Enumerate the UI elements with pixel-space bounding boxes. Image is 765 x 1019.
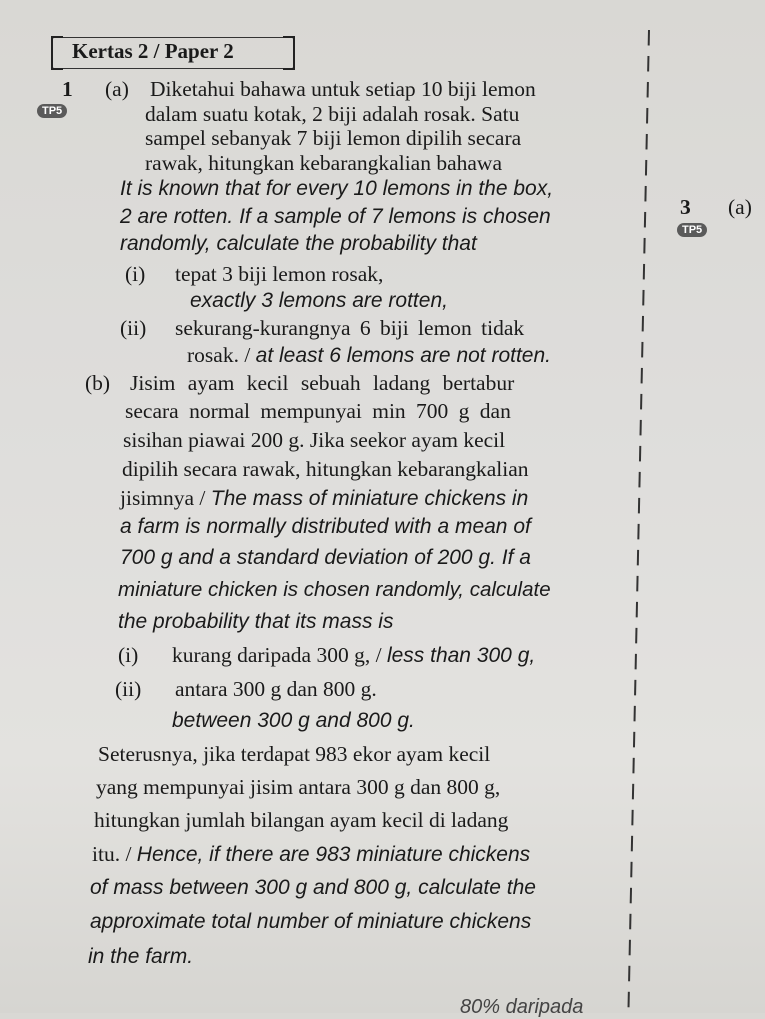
q1b-ii-en: between 300 g and 800 g. [172,709,415,732]
q1a-ms-line-4: rawak, hitungkan kebarangkalian bahawa [145,151,502,175]
bottom-partial-text: 80% daripada [460,996,584,1018]
q1a-ii-en: at least 6 lemons are not rotten. [255,344,552,367]
q1b-i-label: (i) [118,643,139,667]
q1a-ii-ms: sekurang-kurangnya 6 biji lemon tidak [175,316,525,340]
q1b-mixed-ms: jisimnya / [120,486,211,510]
q1a-ms-line-3: sampel sebanyak 7 biji lemon dipilih secara [145,126,522,150]
paper-header-title: Kertas 2 / Paper 2 [72,39,234,63]
hence-mixed-en: Hence, if there are 983 miniature chickens [136,843,531,866]
q1-tp-badge: TP5 [37,104,67,118]
question-1-number: 1 [62,77,73,101]
q1a-ii-ms-2: rosak. / [187,343,256,367]
q1a-i-ms: tepat 3 biji lemon rosak, [175,262,384,286]
q1b-ii-label: (ii) [115,677,142,701]
hence-mixed-ms: itu. / [92,842,137,866]
hence-ms-line-1: Seterusnya, jika terdapat 983 ekor ayam kecil [98,742,491,766]
hence-en-line-1: of mass between 300 g and 800 g, calculate the [90,876,536,899]
column-divider [627,30,650,1010]
q1b-ms-line-3: sisihan piawai 200 g. Jika seekor ayam kecil [123,428,506,452]
q1b-en-line-4: the probability that its mass is [118,610,394,633]
q1b-en-line-1: a farm is normally distributed with a mean of [120,515,531,538]
q1-part-a-label: (a) [105,77,129,101]
q1b-ms-line-1: Jisim ayam kecil sebuah ladang bertabur [130,371,515,395]
hence-ms-line-2: yang mempunyai jisim antara 300 g dan 800 g, [96,775,501,799]
q1a-ms-line-1: Diketahui bahawa untuk setiap 10 biji lemon [150,77,536,101]
q1a-i-en: exactly 3 lemons are rotten, [190,289,448,312]
q1b-i-en: less than 300 g, [386,644,536,667]
q1a-i-label: (i) [125,262,146,286]
q1b-i-ms: kurang daripada 300 g, / [172,643,387,667]
q1a-ii-label: (ii) [120,316,147,340]
hence-en-line-2: approximate total number of miniature chickens [90,910,532,933]
q1b-ms-line-4: dipilih secara rawak, hitungkan kebarangkalian [122,457,529,481]
q1b-ii-ms: antara 300 g dan 800 g. [175,677,377,701]
hence-en-line-3: in the farm. [88,945,194,968]
hence-ms-line-3: hitungkan jumlah bilangan ayam kecil di ladang [94,808,509,832]
q1a-ms-line-2: dalam suatu kotak, 2 biji adalah rosak. Satu [145,102,520,126]
q1-part-b-label: (b) [85,371,111,395]
q1b-en-line-3: miniature chicken is chosen randomly, calculate [118,578,551,601]
q3-part-a-label: (a) [728,195,752,219]
q1a-en-line-3: randomly, calculate the probability that [120,232,477,255]
q1a-en-line-2: 2 are rotten. If a sample of 7 lemons is chosen [120,205,551,228]
q1b-ms-line-2: secara normal mempunyai min 700 g dan [125,399,511,423]
q1b-en-line-2: 700 g and a standard deviation of 200 g. If a [120,546,531,569]
q1a-en-line-1: It is known that for every 10 lemons in the box, [120,177,554,200]
q3-tp-badge: TP5 [677,223,707,237]
question-3-number: 3 [680,195,691,219]
q1b-mixed-en: The mass of miniature chickens in [210,487,529,510]
